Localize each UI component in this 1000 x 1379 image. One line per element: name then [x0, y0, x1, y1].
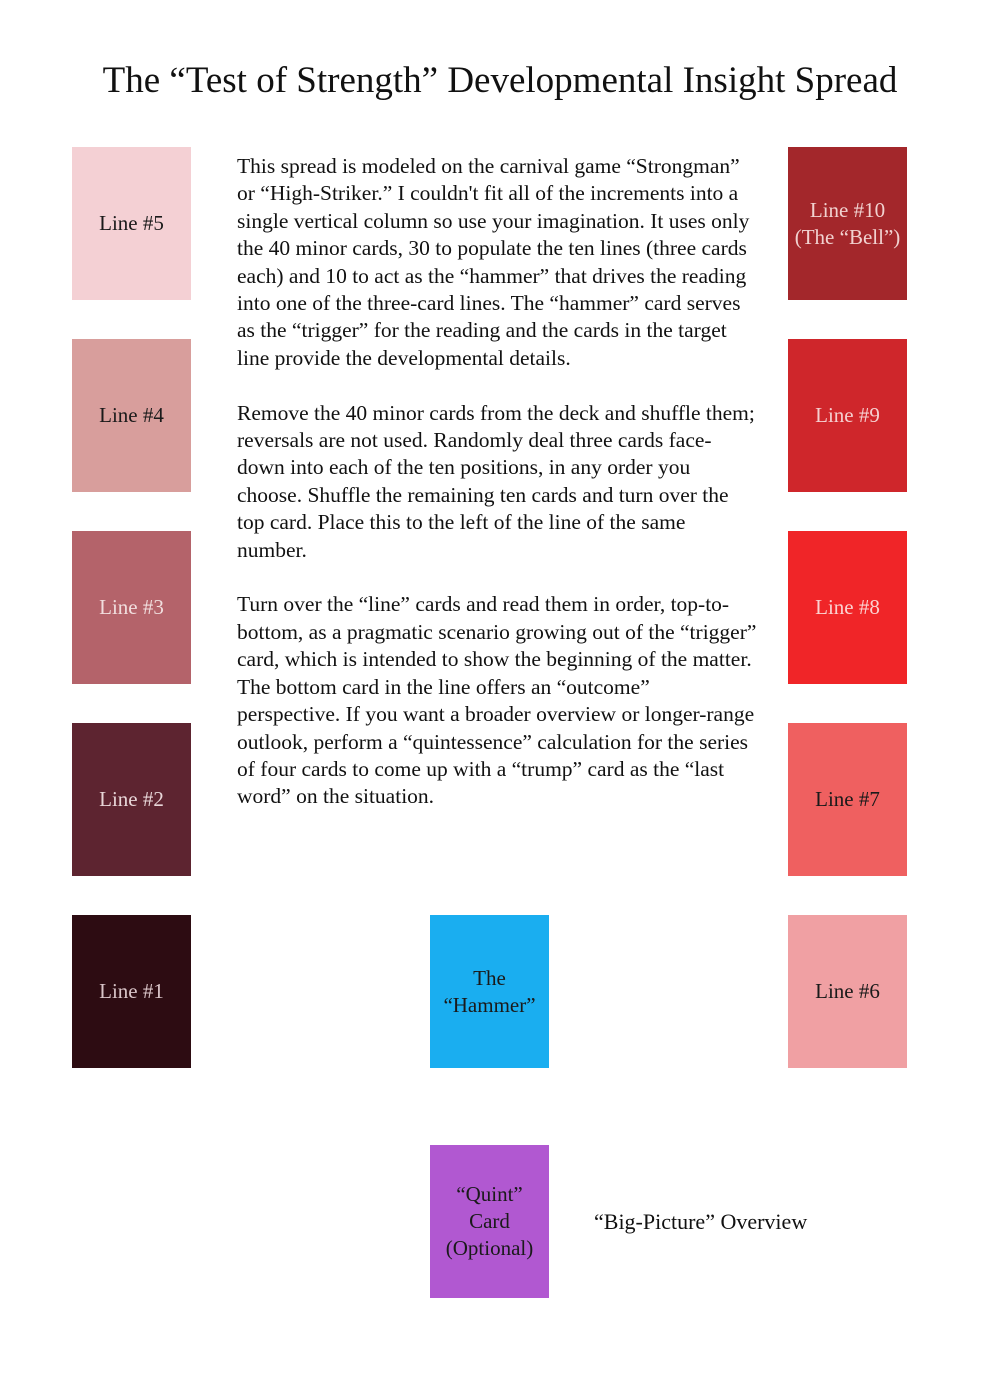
paragraph-setup: Remove the 40 minor cards from the deck and shuffle them; reversals are not used. Randomly deal three cards face-down into each of the ten positions, in any order you choose. Shuffle the remaining ten cards and turn over the top card. Place this to the left of the line of the same number. — [237, 400, 755, 562]
card-line-2 — [72, 723, 191, 876]
card-label: Line #3 — [99, 595, 164, 619]
card-sublabel-2: (Optional) — [445, 1236, 534, 1260]
card-sublabel: Card — [469, 1209, 510, 1233]
paragraph-reading: Turn over the “line” cards and read them in order, top-to-bottom, as a pragmatic scenario growing out of the “trigger” card, which is intended to show the beginning of the matter. The bottom card in the line offers an “outcome” perspective. If you want a broader overview or longer-range outlook, perform a “quintessence” calculation for the series of four cards to come up with a “trump” card as the “last word” on the situation. — [237, 592, 757, 809]
card-quint — [430, 1145, 549, 1298]
paragraph-intro: This spread is modeled on the carnival game “Strongman” or “High-Striker.” I couldn't fit all of the increments into a single vertical column so use your imagination. It uses only the 40 minor cards, 30 to populate the ten lines (three cards each) and 10 to act as the “hammer” that drives the reading into one of the three-card lines. The “hammer” card serves as the “trigger” for the reading and the cards in the target line provide the developmental details. — [237, 154, 750, 370]
card-line-5 — [72, 147, 191, 300]
card-line-6 — [788, 915, 907, 1068]
card-label: Line #10 — [809, 197, 886, 222]
card-line-1 — [72, 915, 191, 1068]
card-line-7 — [788, 723, 907, 876]
card-label: Line #6 — [815, 979, 880, 1003]
card-label: Line #8 — [815, 595, 880, 619]
card-label: “Quint” — [456, 1182, 523, 1206]
card-line-4 — [72, 339, 191, 492]
card-line-10 — [788, 147, 907, 300]
card-hammer — [430, 915, 549, 1068]
card-label: Line #4 — [99, 403, 164, 427]
card-label: Line #2 — [99, 787, 164, 811]
card-sublabel: “Hammer” — [443, 992, 536, 1017]
card-label: Line #1 — [99, 979, 164, 1003]
card-line-8 — [788, 531, 907, 684]
card-line-9 — [788, 339, 907, 492]
card-label: The — [473, 965, 506, 990]
page-title: The “Test of Strength” Developmental Insight Spread — [102, 60, 898, 101]
overview-label: “Big-Picture” Overview — [594, 1209, 808, 1234]
card-sublabel: (The “Bell”) — [794, 224, 901, 249]
card-label: Line #9 — [815, 403, 880, 427]
card-label: Line #7 — [815, 787, 880, 811]
card-line-3 — [72, 531, 191, 684]
card-label: Line #5 — [99, 211, 164, 235]
instructions-text — [237, 153, 757, 838]
